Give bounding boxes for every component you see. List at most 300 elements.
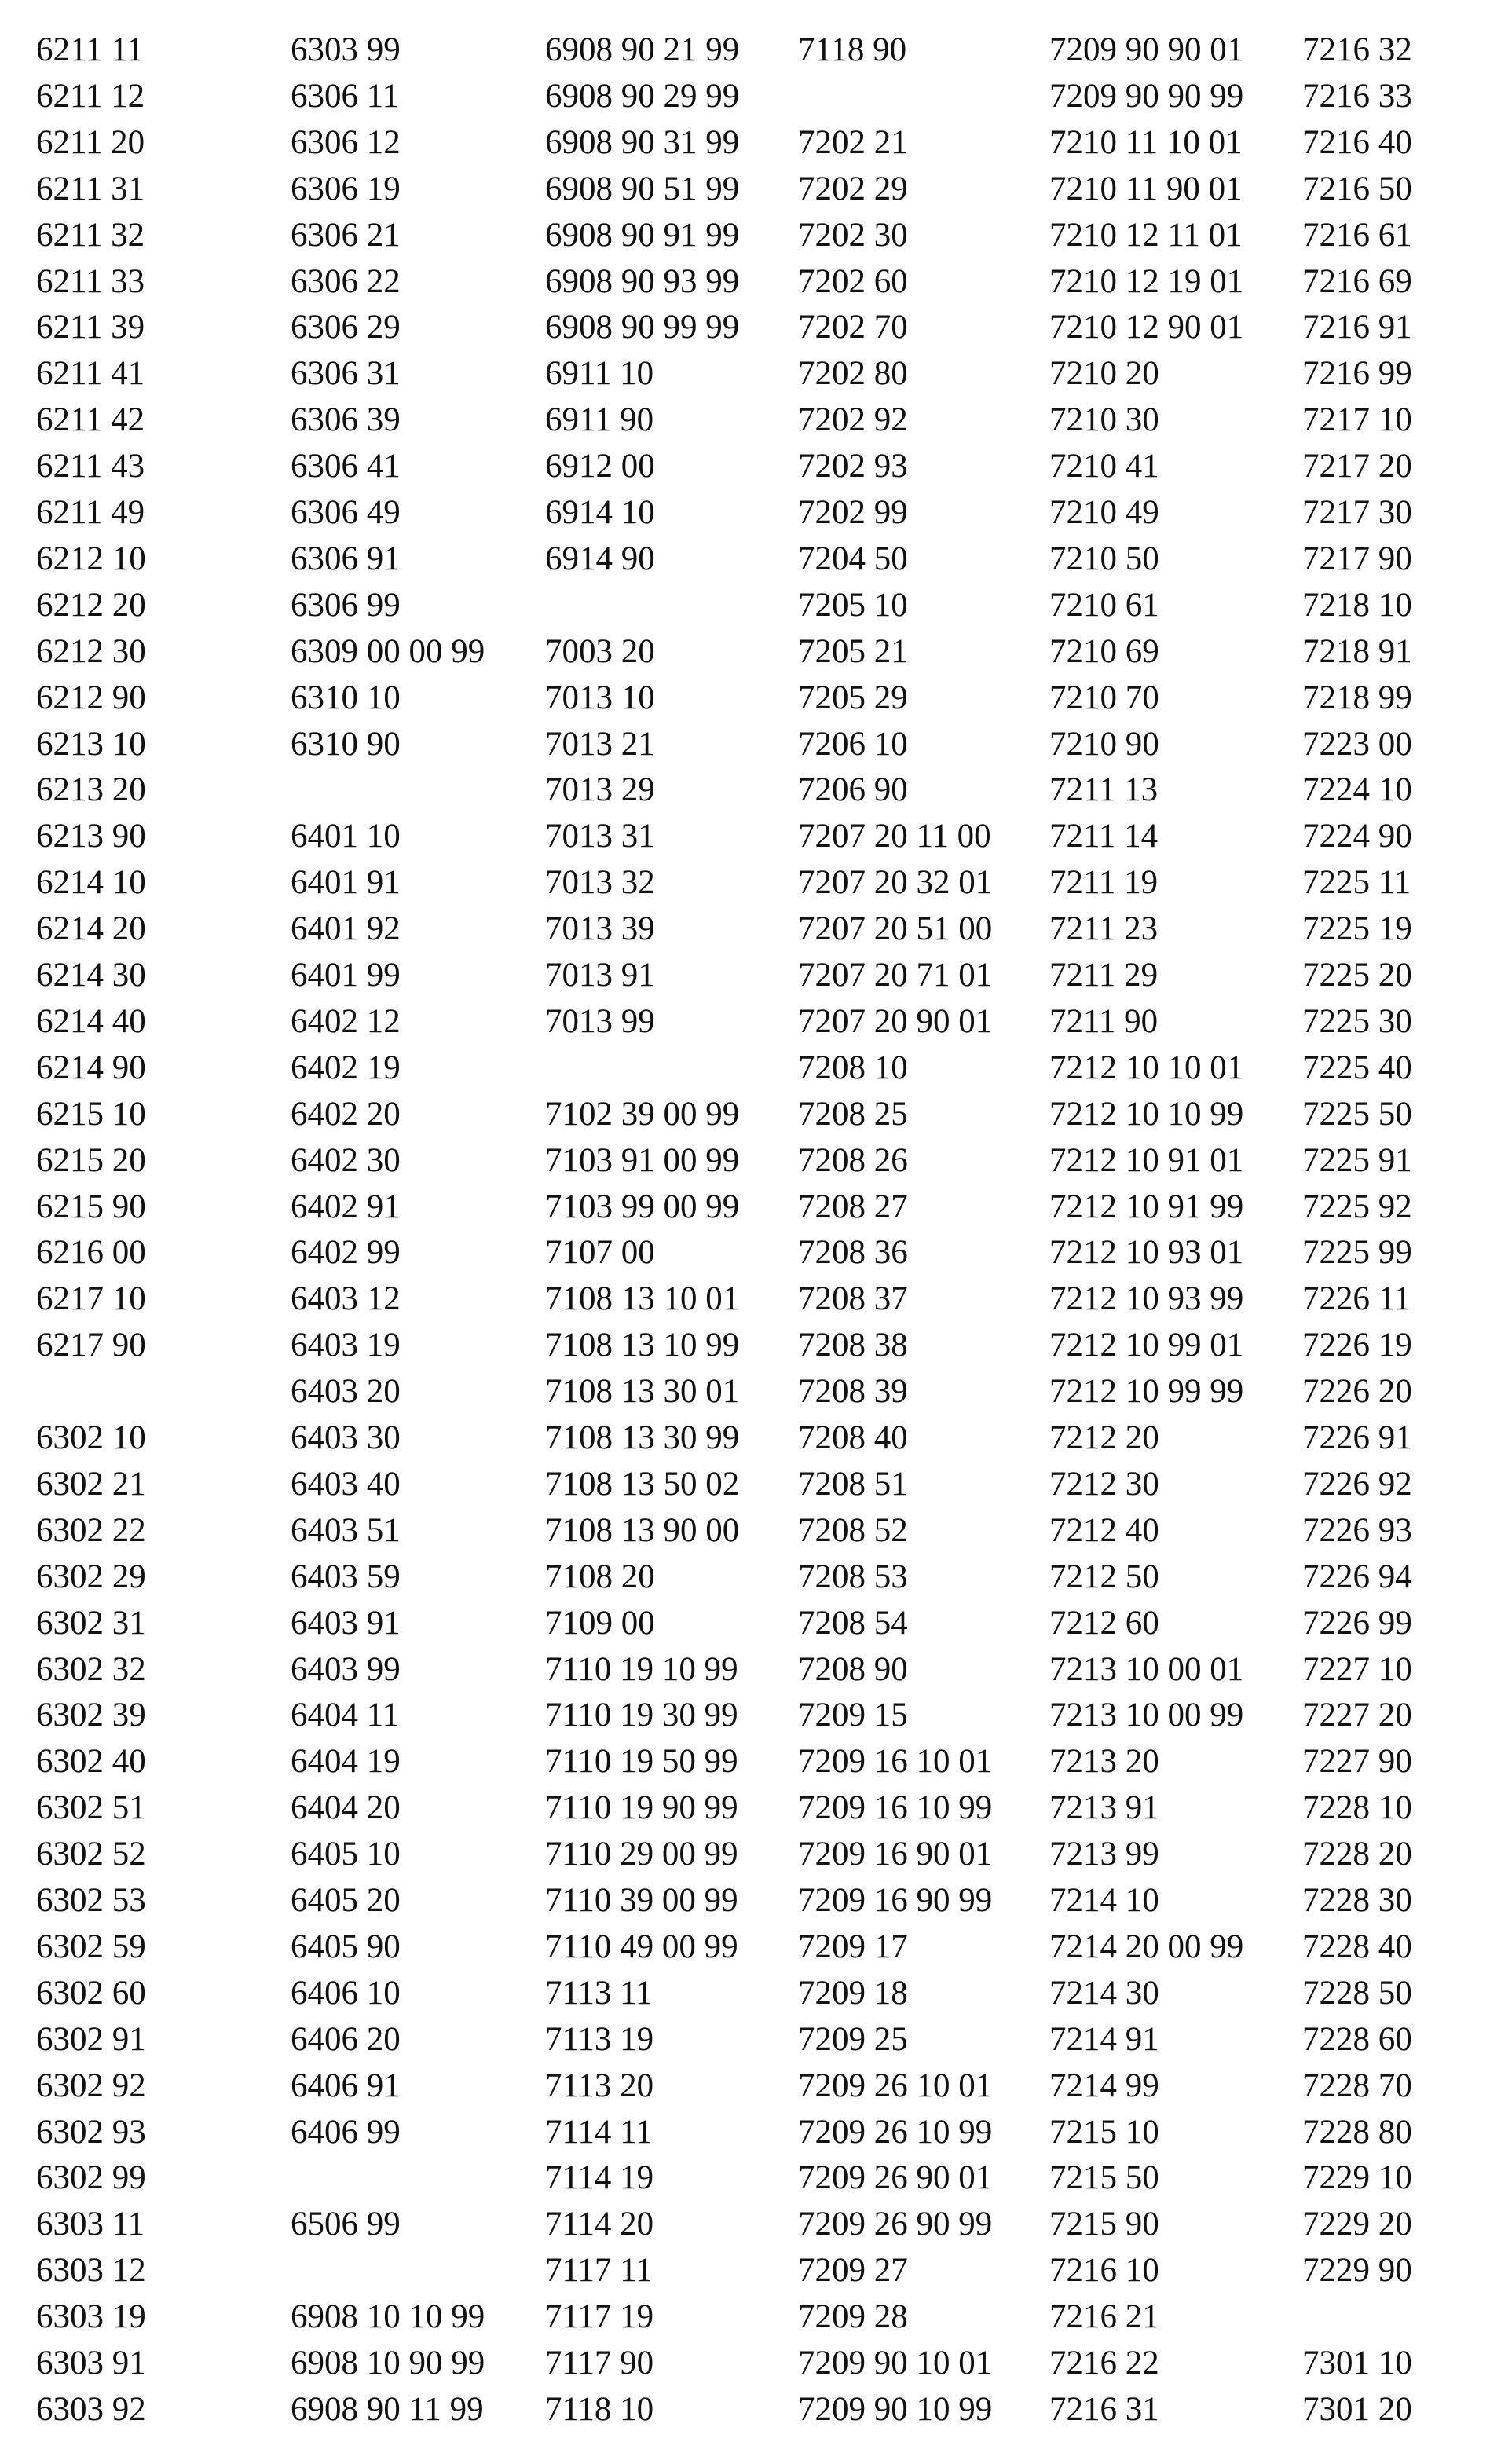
code-cell: 7216 61 (1302, 216, 1412, 254)
code-cell: 7211 14 (1049, 818, 1159, 855)
code-cell: 7212 10 99 99 (1049, 1373, 1244, 1411)
code-cell: 7225 19 (1302, 910, 1412, 948)
code-cell: 7229 90 (1302, 2252, 1412, 2290)
code-cell: 7117 19 (545, 2298, 654, 2336)
code-cell: 7212 10 93 99 (1049, 1280, 1244, 1318)
code-cell: 7226 92 (1302, 1465, 1412, 1503)
code-cell: 7212 10 99 01 (1049, 1327, 1244, 1364)
code-cell: 7103 91 00 99 (545, 1141, 740, 1179)
code-cell: 6911 10 (545, 355, 654, 393)
code-cell: 6213 10 (36, 725, 146, 763)
code-cell: 7228 70 (1302, 2067, 1412, 2104)
code-cell: 7208 10 (798, 1049, 908, 1086)
code-cell: 7210 50 (1049, 540, 1159, 577)
code-cell: 6908 90 31 99 (545, 123, 740, 161)
code-cell: 6406 99 (291, 2113, 401, 2151)
code-cell: 7217 90 (1302, 540, 1412, 577)
code-cell: 6403 51 (291, 1511, 401, 1549)
code-cell: 6403 12 (291, 1280, 401, 1318)
code-cell: 6402 91 (291, 1188, 401, 1225)
code-cell: 7209 16 90 01 (798, 1836, 993, 1873)
code-cell: 7209 16 10 99 (798, 1789, 993, 1827)
code-cell: 7210 11 10 01 (1049, 123, 1243, 161)
code-cell: 6914 90 (545, 540, 655, 577)
code-cell: 6403 40 (291, 1465, 401, 1503)
code-cell: 6306 31 (291, 355, 401, 393)
code-cell: 6303 92 (36, 2390, 146, 2428)
code-cell: 7216 33 (1302, 77, 1412, 115)
code-cell: 7223 00 (1302, 725, 1412, 763)
code-cell: 7114 20 (545, 2206, 654, 2243)
code-cell: 7206 90 (798, 771, 908, 809)
code-cell: 6401 92 (291, 910, 401, 948)
code-cell: 6211 12 (36, 77, 145, 115)
code-cell: 7207 20 11 00 (798, 818, 991, 855)
code-cell: 7225 11 (1302, 864, 1411, 902)
code-cell: 7213 10 00 99 (1049, 1697, 1244, 1734)
code-cell: 7013 32 (545, 864, 655, 902)
code-cell: 7013 29 (545, 771, 655, 809)
code-cell: 7218 91 (1302, 632, 1412, 670)
code-cell: 7110 19 30 99 (545, 1697, 738, 1734)
code-cell: 7212 10 10 01 (1049, 1049, 1244, 1086)
code-cell: 7225 92 (1302, 1188, 1412, 1225)
code-cell: 6302 21 (36, 1465, 146, 1503)
code-cell: 7208 26 (798, 1141, 908, 1179)
code-cell: 7216 69 (1302, 262, 1412, 300)
code-cell: 6302 60 (36, 1974, 146, 2012)
code-cell: 6309 00 00 99 (291, 632, 485, 670)
code-cell: 7108 13 10 99 (545, 1327, 740, 1364)
code-cell: 7212 60 (1049, 1604, 1159, 1642)
code-cell: 6212 90 (36, 679, 146, 716)
code-cell: 7209 15 (798, 1697, 908, 1734)
code-cell: 6302 10 (36, 1419, 146, 1456)
code-cell: 6404 19 (291, 1743, 401, 1781)
code-cell: 7107 00 (545, 1234, 655, 1272)
code-cell: 6404 11 (291, 1697, 400, 1734)
code-cell: 7212 10 10 99 (1049, 1095, 1244, 1133)
code-cell: 6306 11 (291, 77, 400, 115)
code-cell: 7208 54 (798, 1604, 908, 1642)
code-cell: 6908 90 29 99 (545, 77, 740, 115)
code-cell: 7208 25 (798, 1095, 908, 1133)
code-cell: 7226 94 (1302, 1558, 1412, 1595)
code-cell: 7226 20 (1302, 1373, 1412, 1411)
code-cell: 6212 20 (36, 586, 146, 624)
code-cell: 7208 36 (798, 1234, 908, 1272)
code-cell: 6303 11 (36, 2206, 145, 2243)
code-cell: 7229 10 (1302, 2159, 1412, 2197)
code-cell: 7204 50 (798, 540, 908, 577)
code-cell: 6908 90 99 99 (545, 309, 740, 346)
code-cell: 7218 99 (1302, 679, 1412, 716)
code-cell: 6215 10 (36, 1095, 146, 1133)
code-cell: 6211 49 (36, 494, 145, 531)
code-cell: 6403 20 (291, 1373, 401, 1411)
code-cell: 6306 29 (291, 309, 401, 346)
code-cell: 7214 20 00 99 (1049, 1928, 1244, 1965)
code-cell: 7213 99 (1049, 1836, 1159, 1873)
code-cell: 7216 21 (1049, 2298, 1159, 2336)
code-cell: 7212 10 93 01 (1049, 1234, 1244, 1272)
code-cell: 7209 25 (798, 2020, 908, 2058)
code-cell: 7216 31 (1049, 2390, 1159, 2428)
code-cell: 7209 16 10 01 (798, 1743, 993, 1781)
code-cell: 6310 90 (291, 725, 401, 763)
code-cell: 6402 19 (291, 1049, 401, 1086)
code-cell: 7207 20 71 01 (798, 957, 993, 994)
code-cell: 6216 00 (36, 1234, 146, 1272)
code-cell: 7301 20 (1302, 2390, 1412, 2428)
code-cell: 6306 41 (291, 448, 401, 485)
code-cell: 7110 39 00 99 (545, 1882, 738, 1919)
code-cell: 6212 30 (36, 632, 146, 670)
code-cell: 7216 91 (1302, 309, 1412, 346)
code-cell: 7113 20 (545, 2067, 654, 2104)
code-cell: 7208 37 (798, 1280, 908, 1318)
code-cell: 7216 32 (1302, 31, 1412, 68)
code-cell: 7227 90 (1302, 1743, 1412, 1781)
code-cell: 7110 19 10 99 (545, 1650, 738, 1688)
code-cell: 7205 29 (798, 679, 908, 716)
code-cell: 7225 20 (1302, 957, 1412, 994)
code-cell: 6302 91 (36, 2020, 146, 2058)
code-cell: 6302 29 (36, 1558, 146, 1595)
code-cell: 7216 99 (1302, 355, 1412, 393)
code-cell: 7226 19 (1302, 1327, 1412, 1364)
code-cell: 6403 19 (291, 1327, 401, 1364)
code-cell: 7110 19 90 99 (545, 1789, 738, 1827)
code-cell: 7224 10 (1302, 771, 1412, 809)
code-cell: 6306 12 (291, 123, 401, 161)
code-cell: 7226 11 (1302, 1280, 1411, 1318)
code-cell: 7211 90 (1049, 1002, 1159, 1040)
code-cell: 7217 10 (1302, 401, 1412, 439)
code-cell: 7217 20 (1302, 448, 1412, 485)
code-cell: 6401 99 (291, 957, 401, 994)
code-cell: 7208 53 (798, 1558, 908, 1595)
code-cell: 7114 11 (545, 2113, 653, 2151)
code-cell: 7114 19 (545, 2159, 654, 2197)
code-cell: 6302 32 (36, 1650, 146, 1688)
code-cell: 6306 91 (291, 540, 401, 577)
code-cell: 7208 51 (798, 1465, 908, 1503)
code-cell: 7013 91 (545, 957, 655, 994)
code-cell: 7211 23 (1049, 910, 1159, 948)
code-cell: 6302 51 (36, 1789, 146, 1827)
code-cell: 6303 99 (291, 31, 401, 68)
code-cell: 7209 90 90 99 (1049, 77, 1244, 115)
code-cell: 6908 90 11 99 (291, 2390, 484, 2428)
code-cell: 6306 22 (291, 262, 401, 300)
code-cell: 7202 99 (798, 494, 908, 531)
code-cell: 7013 31 (545, 818, 655, 855)
code-cell: 7209 90 10 99 (798, 2390, 993, 2428)
code-cell: 7209 26 90 01 (798, 2159, 993, 2197)
code-cell: 7213 91 (1049, 1789, 1159, 1827)
code-cell: 7216 50 (1302, 170, 1412, 207)
code-cell: 7205 10 (798, 586, 908, 624)
code-cell: 6403 59 (291, 1558, 401, 1595)
code-cell: 7013 21 (545, 725, 655, 763)
code-cell: 7228 40 (1302, 1928, 1412, 1965)
code-cell: 7212 10 91 99 (1049, 1188, 1244, 1225)
code-cell: 7214 91 (1049, 2020, 1159, 2058)
code-cell: 6211 32 (36, 216, 145, 254)
code-cell: 7013 99 (545, 1002, 655, 1040)
code-cell: 7214 30 (1049, 1974, 1159, 2012)
code-cell: 7013 39 (545, 910, 655, 948)
code-cell: 7229 20 (1302, 2206, 1412, 2243)
code-cell: 6211 11 (36, 31, 144, 68)
code-cell: 6211 33 (36, 262, 145, 300)
code-cell: 7227 20 (1302, 1697, 1412, 1734)
code-cell: 7210 49 (1049, 494, 1159, 531)
code-cell: 7225 91 (1302, 1141, 1412, 1179)
code-cell: 6402 12 (291, 1002, 401, 1040)
code-cell: 7228 10 (1302, 1789, 1412, 1827)
code-cell: 6403 99 (291, 1650, 401, 1688)
code-cell: 6302 59 (36, 1928, 146, 1965)
code-cell: 6302 53 (36, 1882, 146, 1919)
code-cell: 6404 20 (291, 1789, 401, 1827)
code-cell: 6303 19 (36, 2298, 146, 2336)
code-cell: 6217 90 (36, 1327, 146, 1364)
code-cell: 7209 90 10 01 (798, 2345, 993, 2382)
code-cell: 7210 69 (1049, 632, 1159, 670)
code-cell: 6302 93 (36, 2113, 146, 2151)
code-cell: 7228 50 (1302, 1974, 1412, 2012)
code-cell: 6908 90 21 99 (545, 31, 740, 68)
code-cell: 7208 90 (798, 1650, 908, 1688)
code-cell: 7224 90 (1302, 818, 1412, 855)
code-cell: 6212 10 (36, 540, 146, 577)
code-cell: 7108 13 30 01 (545, 1373, 740, 1411)
code-cell: 6217 10 (36, 1280, 146, 1318)
code-cell: 6303 91 (36, 2345, 146, 2382)
code-cell: 7210 11 90 01 (1049, 170, 1243, 207)
code-cell: 6215 90 (36, 1188, 146, 1225)
code-cell: 6303 12 (36, 2252, 146, 2290)
code-cell: 6402 99 (291, 1234, 401, 1272)
code-cell: 6214 30 (36, 957, 146, 994)
code-cell: 7227 10 (1302, 1650, 1412, 1688)
code-cell: 7202 93 (798, 448, 908, 485)
code-cell: 6405 20 (291, 1882, 401, 1919)
code-cell: 6908 90 91 99 (545, 216, 740, 254)
code-cell: 7207 20 90 01 (798, 1002, 993, 1040)
code-cell: 7211 13 (1049, 771, 1159, 809)
code-cell: 6302 99 (36, 2159, 146, 2197)
code-cell: 7210 90 (1049, 725, 1159, 763)
code-cell: 6908 10 10 99 (291, 2298, 485, 2336)
code-cell: 6908 90 51 99 (545, 170, 740, 207)
code-cell: 7108 20 (545, 1558, 655, 1595)
code-cell: 7218 10 (1302, 586, 1412, 624)
code-cell: 6302 52 (36, 1836, 146, 1873)
code-cell: 7210 12 19 01 (1049, 262, 1244, 300)
code-cell: 7202 30 (798, 216, 908, 254)
code-cell: 6406 10 (291, 1974, 401, 2012)
code-cell: 6302 22 (36, 1511, 146, 1549)
code-cell: 7215 50 (1049, 2159, 1159, 2197)
code-cell: 7214 99 (1049, 2067, 1159, 2104)
code-cell: 7208 27 (798, 1188, 908, 1225)
code-cell: 7208 52 (798, 1511, 908, 1549)
code-cell: 7226 91 (1302, 1419, 1412, 1456)
code-cell: 6401 10 (291, 818, 401, 855)
code-cell: 7103 99 00 99 (545, 1188, 740, 1225)
code-cell: 7118 90 (798, 31, 907, 68)
code-cell: 7113 19 (545, 2020, 654, 2058)
code-cell: 7216 40 (1302, 123, 1412, 161)
code-cell: 6908 10 90 99 (291, 2345, 485, 2382)
code-cell: 6405 90 (291, 1928, 401, 1965)
code-cell: 7209 90 90 01 (1049, 31, 1244, 68)
code-cell: 7202 29 (798, 170, 908, 207)
code-cell: 7108 13 30 99 (545, 1419, 740, 1456)
code-cell: 7207 20 32 01 (798, 864, 993, 902)
code-cell: 6306 21 (291, 216, 401, 254)
code-cell: 7109 00 (545, 1604, 655, 1642)
code-cell: 6306 49 (291, 494, 401, 531)
code-cell: 7216 10 (1049, 2252, 1159, 2290)
code-cell: 7110 29 00 99 (545, 1836, 738, 1873)
code-cell: 7209 17 (798, 1928, 908, 1965)
code-cell: 7228 80 (1302, 2113, 1412, 2151)
code-cell: 6211 39 (36, 309, 145, 346)
code-cell: 7209 26 10 99 (798, 2113, 993, 2151)
code-cell: 6211 43 (36, 448, 145, 485)
code-cell: 7202 70 (798, 309, 908, 346)
code-cell: 7212 40 (1049, 1511, 1159, 1549)
code-cell: 7212 10 91 01 (1049, 1141, 1244, 1179)
code-cell: 7228 60 (1302, 2020, 1412, 2058)
code-cell: 7210 30 (1049, 401, 1159, 439)
code-cell: 6211 42 (36, 401, 145, 439)
code-cell: 7108 13 10 01 (545, 1280, 740, 1318)
code-cell: 6306 99 (291, 586, 401, 624)
code-cell: 6401 91 (291, 864, 401, 902)
code-cell: 7210 70 (1049, 679, 1159, 716)
code-cell: 7202 21 (798, 123, 908, 161)
code-cell: 7110 49 00 99 (545, 1928, 738, 1965)
code-cell: 7212 30 (1049, 1465, 1159, 1503)
code-cell: 7210 41 (1049, 448, 1159, 485)
code-cell: 7225 50 (1302, 1095, 1412, 1133)
code-cell: 7211 29 (1049, 957, 1159, 994)
code-cell: 7225 99 (1302, 1234, 1412, 1272)
code-cell: 6403 91 (291, 1604, 401, 1642)
code-cell: 6506 99 (291, 2206, 401, 2243)
code-cell: 6911 90 (545, 401, 654, 439)
code-cell: 7225 30 (1302, 1002, 1412, 1040)
code-cell: 6302 92 (36, 2067, 146, 2104)
code-cell: 6914 10 (545, 494, 655, 531)
code-cell: 7212 50 (1049, 1558, 1159, 1595)
code-cell: 7210 61 (1049, 586, 1159, 624)
code-cell: 7102 39 00 99 (545, 1095, 740, 1133)
code-cell: 7215 10 (1049, 2113, 1159, 2151)
code-cell: 7301 10 (1302, 2345, 1412, 2382)
code-cell: 6211 31 (36, 170, 145, 207)
code-cell: 7117 11 (545, 2252, 653, 2290)
code-cell: 6912 00 (545, 448, 655, 485)
code-cell: 7013 10 (545, 679, 655, 716)
code-cell: 7208 38 (798, 1327, 908, 1364)
code-cell: 6306 39 (291, 401, 401, 439)
code-cell: 7202 92 (798, 401, 908, 439)
code-cell: 7209 16 90 99 (798, 1882, 993, 1919)
code-cell: 7216 22 (1049, 2345, 1159, 2382)
code-cell: 7213 20 (1049, 1743, 1159, 1781)
code-cell: 6211 20 (36, 123, 145, 161)
code-cell: 7202 80 (798, 355, 908, 393)
code-cell: 6215 20 (36, 1141, 146, 1179)
code-cell: 6214 20 (36, 910, 146, 948)
code-cell: 6302 39 (36, 1697, 146, 1734)
code-cell: 6302 40 (36, 1743, 146, 1781)
code-cell: 7215 90 (1049, 2206, 1159, 2243)
code-cell: 6405 10 (291, 1836, 401, 1873)
code-cell: 6214 90 (36, 1049, 146, 1086)
code-cell: 7207 20 51 00 (798, 910, 993, 948)
code-cell: 6213 20 (36, 771, 146, 809)
code-cell: 6908 90 93 99 (545, 262, 740, 300)
code-cell: 6406 91 (291, 2067, 401, 2104)
code-cell: 7210 12 90 01 (1049, 309, 1244, 346)
code-cell: 7209 27 (798, 2252, 908, 2290)
code-cell: 7210 12 11 01 (1049, 216, 1243, 254)
code-cell: 7108 13 50 02 (545, 1465, 740, 1503)
code-cell: 7003 20 (545, 632, 655, 670)
code-cell: 7209 26 90 99 (798, 2206, 993, 2243)
code-cell: 7211 19 (1049, 864, 1159, 902)
code-cell: 7228 30 (1302, 1882, 1412, 1919)
code-cell: 7209 18 (798, 1974, 908, 2012)
code-cell: 7228 20 (1302, 1836, 1412, 1873)
code-cell: 7213 10 00 01 (1049, 1650, 1244, 1688)
code-cell: 7209 28 (798, 2298, 908, 2336)
code-cell: 6214 40 (36, 1002, 146, 1040)
code-cell: 7217 30 (1302, 494, 1412, 531)
code-cell: 6211 41 (36, 355, 145, 393)
code-cell: 6306 19 (291, 170, 401, 207)
code-cell: 6310 10 (291, 679, 401, 716)
code-cell: 7208 39 (798, 1373, 908, 1411)
code-cell: 7202 60 (798, 262, 908, 300)
code-cell: 6402 20 (291, 1095, 401, 1133)
code-cell: 6302 31 (36, 1604, 146, 1642)
code-cell: 7117 90 (545, 2345, 654, 2382)
code-cell: 6402 30 (291, 1141, 401, 1179)
code-cell: 7206 10 (798, 725, 908, 763)
code-cell: 7205 21 (798, 632, 908, 670)
code-cell: 7212 20 (1049, 1419, 1159, 1456)
code-cell: 7209 26 10 01 (798, 2067, 993, 2104)
code-cell: 7108 13 90 00 (545, 1511, 740, 1549)
code-cell: 7226 93 (1302, 1511, 1412, 1549)
code-cell: 7208 40 (798, 1419, 908, 1456)
code-cell: 7110 19 50 99 (545, 1743, 738, 1781)
code-cell: 7210 20 (1049, 355, 1159, 393)
code-cell: 7118 10 (545, 2390, 654, 2428)
code-cell: 6213 90 (36, 818, 146, 855)
code-cell: 6406 20 (291, 2020, 401, 2058)
code-cell: 7214 10 (1049, 1882, 1159, 1919)
code-cell: 7113 11 (545, 1974, 653, 2012)
